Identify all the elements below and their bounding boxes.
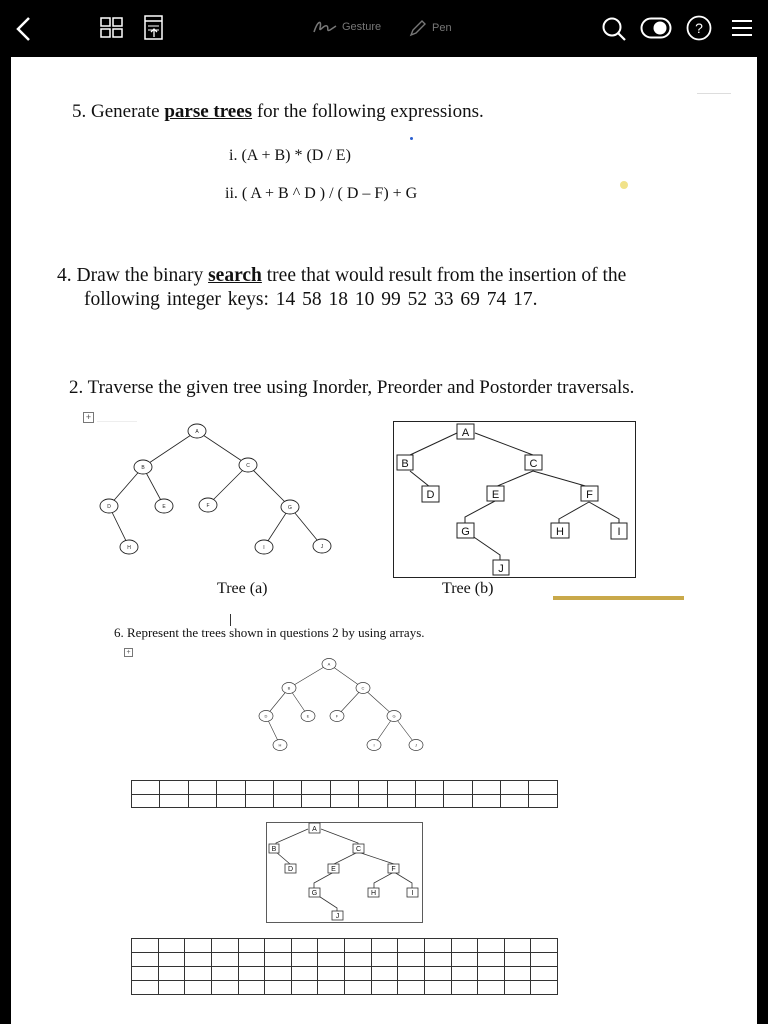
q4-bold: search (208, 265, 262, 286)
tree-a-label: A (195, 429, 199, 435)
tree-a-label: J (320, 544, 324, 550)
gesture-icon (312, 18, 338, 36)
tree-a-label: E (162, 504, 166, 510)
small-tree-b-label: G (311, 890, 318, 897)
small-tree-b-label: D (287, 866, 294, 873)
small-tree-a-label: C (361, 685, 365, 691)
small-tree-b-label: F (391, 866, 396, 873)
tree-a-label: H (127, 545, 131, 551)
small-tree-b-label: I (411, 890, 414, 897)
small-tree-a-label: J (415, 742, 417, 748)
tree-b-label: J (498, 563, 504, 575)
help-icon (686, 15, 712, 41)
export-icon (144, 15, 164, 41)
question-4-line-2: following integer keys: 14 58 18 10 99 52 33 69 74 17. (84, 289, 538, 310)
tree-a-label: C (246, 463, 250, 469)
question-5 (72, 101, 484, 123)
search-icon (601, 16, 627, 42)
gesture-label: Gesture (342, 21, 382, 33)
export-button[interactable] (144, 15, 164, 41)
tree-b-label: F (586, 489, 593, 501)
question-4-line-1 (57, 265, 626, 287)
tree-b-label: B (401, 458, 409, 470)
small-tree-b-label: J (335, 913, 340, 920)
tree-b-label: C (529, 458, 538, 470)
toggle-icon (640, 17, 672, 39)
q5-suffix: for the following expressions. (252, 101, 484, 122)
tree-b (393, 421, 639, 581)
small-tree-b-label: C (355, 846, 362, 853)
q5-bold: parse trees (164, 101, 253, 122)
tree-b-label: D (426, 489, 435, 501)
array-table-a[interactable] (131, 780, 558, 808)
small-tree-b-label: A (312, 826, 317, 833)
grid-view-button[interactable] (100, 17, 124, 39)
ink-dot (410, 137, 413, 140)
plus-icon: + (124, 648, 133, 657)
tree-a-label: I (263, 545, 265, 551)
tree-a-label: F (206, 503, 210, 509)
q4-prefix: 4. Draw the binary (57, 265, 209, 286)
toggle-button[interactable] (640, 17, 672, 39)
q5-expression-2: ii. ( A + B ^ D ) / ( D – F) + G (225, 185, 418, 202)
highlight-stroke (553, 596, 684, 600)
small-tree-a-label: H (278, 742, 282, 748)
small-tree-a-label: D (264, 713, 268, 719)
document-page[interactable] (11, 57, 757, 1024)
q4-suffix: tree that would result from the insertion of the (261, 265, 627, 286)
help-button[interactable] (686, 15, 712, 41)
small-tree-b-label: E (331, 866, 336, 873)
grid-view-icon (100, 17, 124, 39)
gesture-button[interactable] (312, 18, 381, 36)
tree-b-label: G (461, 526, 470, 538)
tree-b-caption: Tree (b) (442, 580, 494, 597)
small-tree-a-label: F (335, 713, 339, 719)
tree-b-label: H (556, 526, 564, 538)
small-tree-b-label: B (271, 846, 277, 853)
tree-a-label: D (107, 504, 111, 510)
svg-text:?: ? (695, 20, 703, 36)
pen-button[interactable] (408, 18, 452, 38)
back-button[interactable] (14, 16, 34, 42)
small-tree-a-label: G (392, 713, 396, 719)
small-tree-a-label: B (287, 685, 291, 691)
tree-b-label: I (617, 526, 621, 538)
tree-a-label: G (288, 505, 292, 511)
small-tree-b (266, 822, 426, 926)
divider (697, 93, 731, 94)
highlight-dot (620, 181, 628, 189)
small-tree-a-label: E (306, 713, 310, 719)
search-button[interactable] (601, 16, 627, 42)
small-tree-a-label: A (327, 661, 331, 667)
tree-a (91, 419, 351, 569)
tree-b-label: E (491, 489, 500, 501)
q5-prefix: 5. Generate (72, 101, 165, 122)
tree-b-label: A (461, 427, 470, 439)
q5-expression-1: i. (A + B) * (D / E) (229, 147, 351, 164)
question-2: 2. Traverse the given tree using Inorder, Preorder and Postorder traversals. (69, 377, 635, 398)
question-6: 6. Represent the trees shown in questions 2 by using arrays. (114, 625, 425, 640)
tree-a-label: B (141, 465, 145, 471)
back-icon (14, 16, 34, 42)
tree-a-caption: Tree (a) (217, 580, 268, 597)
small-tree-a-label: I (373, 742, 375, 748)
small-tree-a (255, 655, 431, 755)
array-table-b[interactable] (131, 938, 558, 995)
pen-label: Pen (432, 22, 452, 34)
plus-icon: + (83, 412, 94, 423)
menu-button[interactable] (731, 19, 753, 37)
pen-icon (408, 18, 428, 38)
menu-icon (731, 19, 753, 37)
small-tree-b-label: H (370, 890, 377, 897)
toolbar (0, 0, 768, 57)
